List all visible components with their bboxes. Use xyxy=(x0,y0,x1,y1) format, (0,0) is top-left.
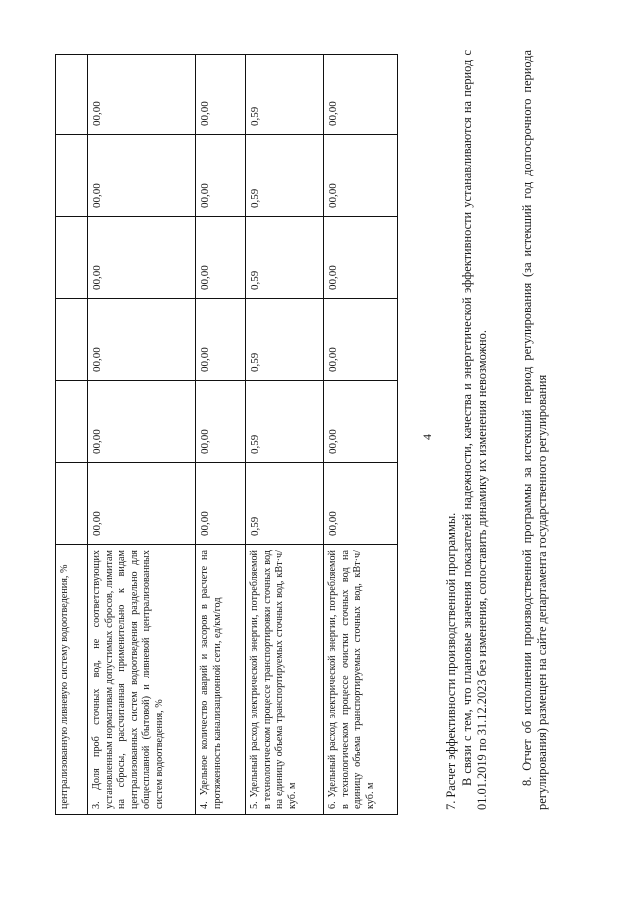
value-cell xyxy=(56,135,88,217)
value-cell: 0,59 xyxy=(246,381,324,463)
table-row xyxy=(56,55,88,815)
value-cell xyxy=(56,55,88,135)
value-cell: 0,59 xyxy=(246,299,324,381)
value-cell: 00,00 xyxy=(88,55,196,135)
indicator-cell: 3. Доля проб сточных вод, не соответствующих установленным нормативам допустимых сбросов, лимитам на сбросы, рассчитанная применительно к видам централизованных систем водоотведения раздельно для общесплавной (бытовой) и ливневой централизованных систем водоотведения, % xyxy=(88,545,196,815)
section-8-text: 8. Отчет об исполнении производственной программы за истекший период регулирования (за истекший год долгосрочного периода регулирования) размещен на сайте департамента государственного регулирования xyxy=(520,50,549,810)
page-number: 4 xyxy=(420,434,434,440)
value-cell: 0,59 xyxy=(246,135,324,217)
value-cell: 0,59 xyxy=(246,463,324,545)
value-cell: 00,00 xyxy=(324,463,398,545)
value-cell: 00,00 xyxy=(196,299,246,381)
value-cell xyxy=(56,381,88,463)
section-7-text: В связи с тем, что плановые значения показателей надежности, качества и энергетической эффективности устанавливаются на период с 01.01.2019 по 31.12.2023 без изменения, сопоставить динамику их изменения невозможно. xyxy=(460,50,489,810)
value-cell: 0,59 xyxy=(246,55,324,135)
value-cell: 00,00 xyxy=(196,55,246,135)
value-cell xyxy=(56,217,88,299)
value-cell xyxy=(56,463,88,545)
value-cell: 00,00 xyxy=(88,135,196,217)
value-cell: 00,00 xyxy=(196,463,246,545)
value-cell: 00,00 xyxy=(196,381,246,463)
table-row xyxy=(246,55,324,815)
indicator-cell: централизованную ливневую систему водоотведения, % xyxy=(56,545,88,815)
indicator-cell: 4. Удельное количество аварий и засоров в расчете на протяженность канализационной сети, ед/км/год xyxy=(196,545,246,815)
value-cell: 0,59 xyxy=(246,217,324,299)
value-cell: 00,00 xyxy=(324,217,398,299)
indicators-table xyxy=(55,54,398,815)
value-cell: 00,00 xyxy=(324,299,398,381)
value-cell: 00,00 xyxy=(88,463,196,545)
table-row xyxy=(196,55,246,815)
value-cell: 00,00 xyxy=(196,135,246,217)
section-7-heading: 7. Расчет эффективности производственной программы. xyxy=(444,512,458,810)
indicator-cell: 5. Удельный расход электрической энергии, потребляемой в технологическом процессе транспортировки сточных вод на единицу объема транспортируемых сточных вод, кВт·ч/куб. м xyxy=(246,545,324,815)
value-cell: 00,00 xyxy=(196,217,246,299)
value-cell xyxy=(56,299,88,381)
value-cell: 00,00 xyxy=(88,299,196,381)
table-row xyxy=(88,55,196,815)
value-cell: 00,00 xyxy=(324,381,398,463)
value-cell: 00,00 xyxy=(88,381,196,463)
value-cell: 00,00 xyxy=(88,217,196,299)
indicator-cell: 6. Удельный расход электрической энергии, потребляемой в технологическом процессе очистки сточных вод на единицу объема транспортируемых сточных вод, кВт·ч/куб. м xyxy=(324,545,398,815)
table-row xyxy=(324,55,398,815)
value-cell: 00,00 xyxy=(324,55,398,135)
value-cell: 00,00 xyxy=(324,135,398,217)
